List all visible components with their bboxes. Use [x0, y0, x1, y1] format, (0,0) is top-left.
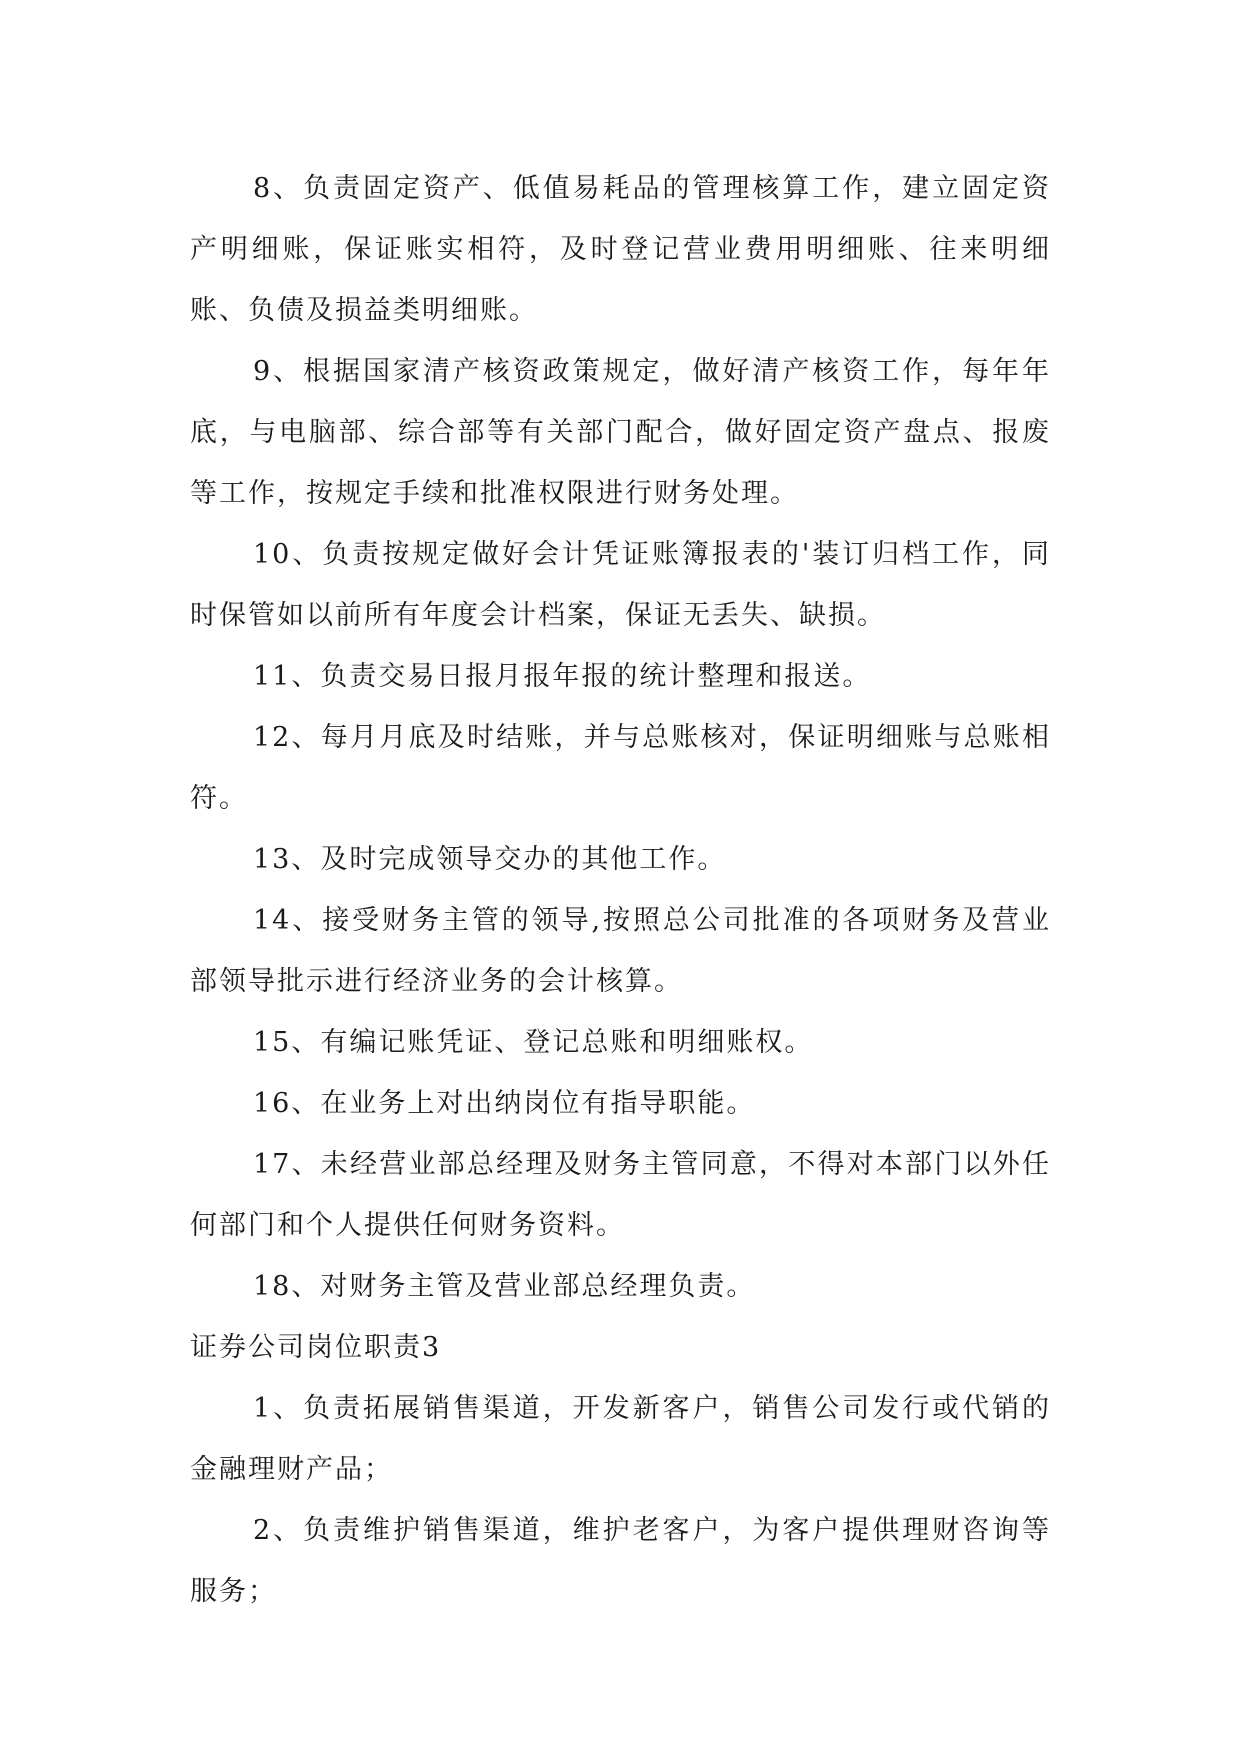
paragraph-item-18: 18、对财务主管及营业部总经理负责。	[253, 1271, 756, 1302]
paragraph-item-15: 15、有编记账凭证、登记总账和明细账权。	[253, 1027, 814, 1058]
paragraph-item-12: 12、每月月底及时结账，并与总账核对，保证明细账与总账相符。	[190, 722, 1051, 814]
paragraph-item-8: 8、负责固定资产、低值易耗品的管理核算工作，建立固定资产明细账，保证账实相符，及时登记营业费用明细账、往来明细账、负债及损益类明细账。	[190, 173, 1051, 326]
paragraph-item-13: 13、及时完成领导交办的其他工作。	[253, 844, 727, 875]
paragraph-item-10: 10、负责按规定做好会计凭证账簿报表的'装订归档工作，同时保管如以前所有年度会计档案，保证无丢失、缺损。	[190, 539, 1051, 631]
section-paragraph-1: 1、负责拓展销售渠道，开发新客户，销售公司发行或代销的金融理财产品；	[190, 1393, 1051, 1485]
paragraph-item-11: 11、负责交易日报月报年报的统计整理和报送。	[253, 661, 872, 692]
paragraph-item-9: 9、根据国家清产核资政策规定，做好清产核资工作，每年年底，与电脑部、综合部等有关部门配合，做好固定资产盘点、报废等工作，按规定手续和批准权限进行财务处理。	[190, 356, 1051, 509]
section-title: 证券公司岗位职责3	[190, 1332, 442, 1363]
paragraph-item-16: 16、在业务上对出纳岗位有指导职能。	[253, 1088, 756, 1119]
paragraph-item-17: 17、未经营业部总经理及财务主管同意，不得对本部门以外任何部门和个人提供任何财务资料。	[190, 1149, 1051, 1241]
paragraph-item-14: 14、接受财务主管的领导,按照总公司批准的各项财务及营业部领导批示进行经济业务的会计核算。	[190, 905, 1051, 997]
section-paragraph-2: 2、负责维护销售渠道，维护老客户，为客户提供理财咨询等服务；	[190, 1515, 1051, 1607]
